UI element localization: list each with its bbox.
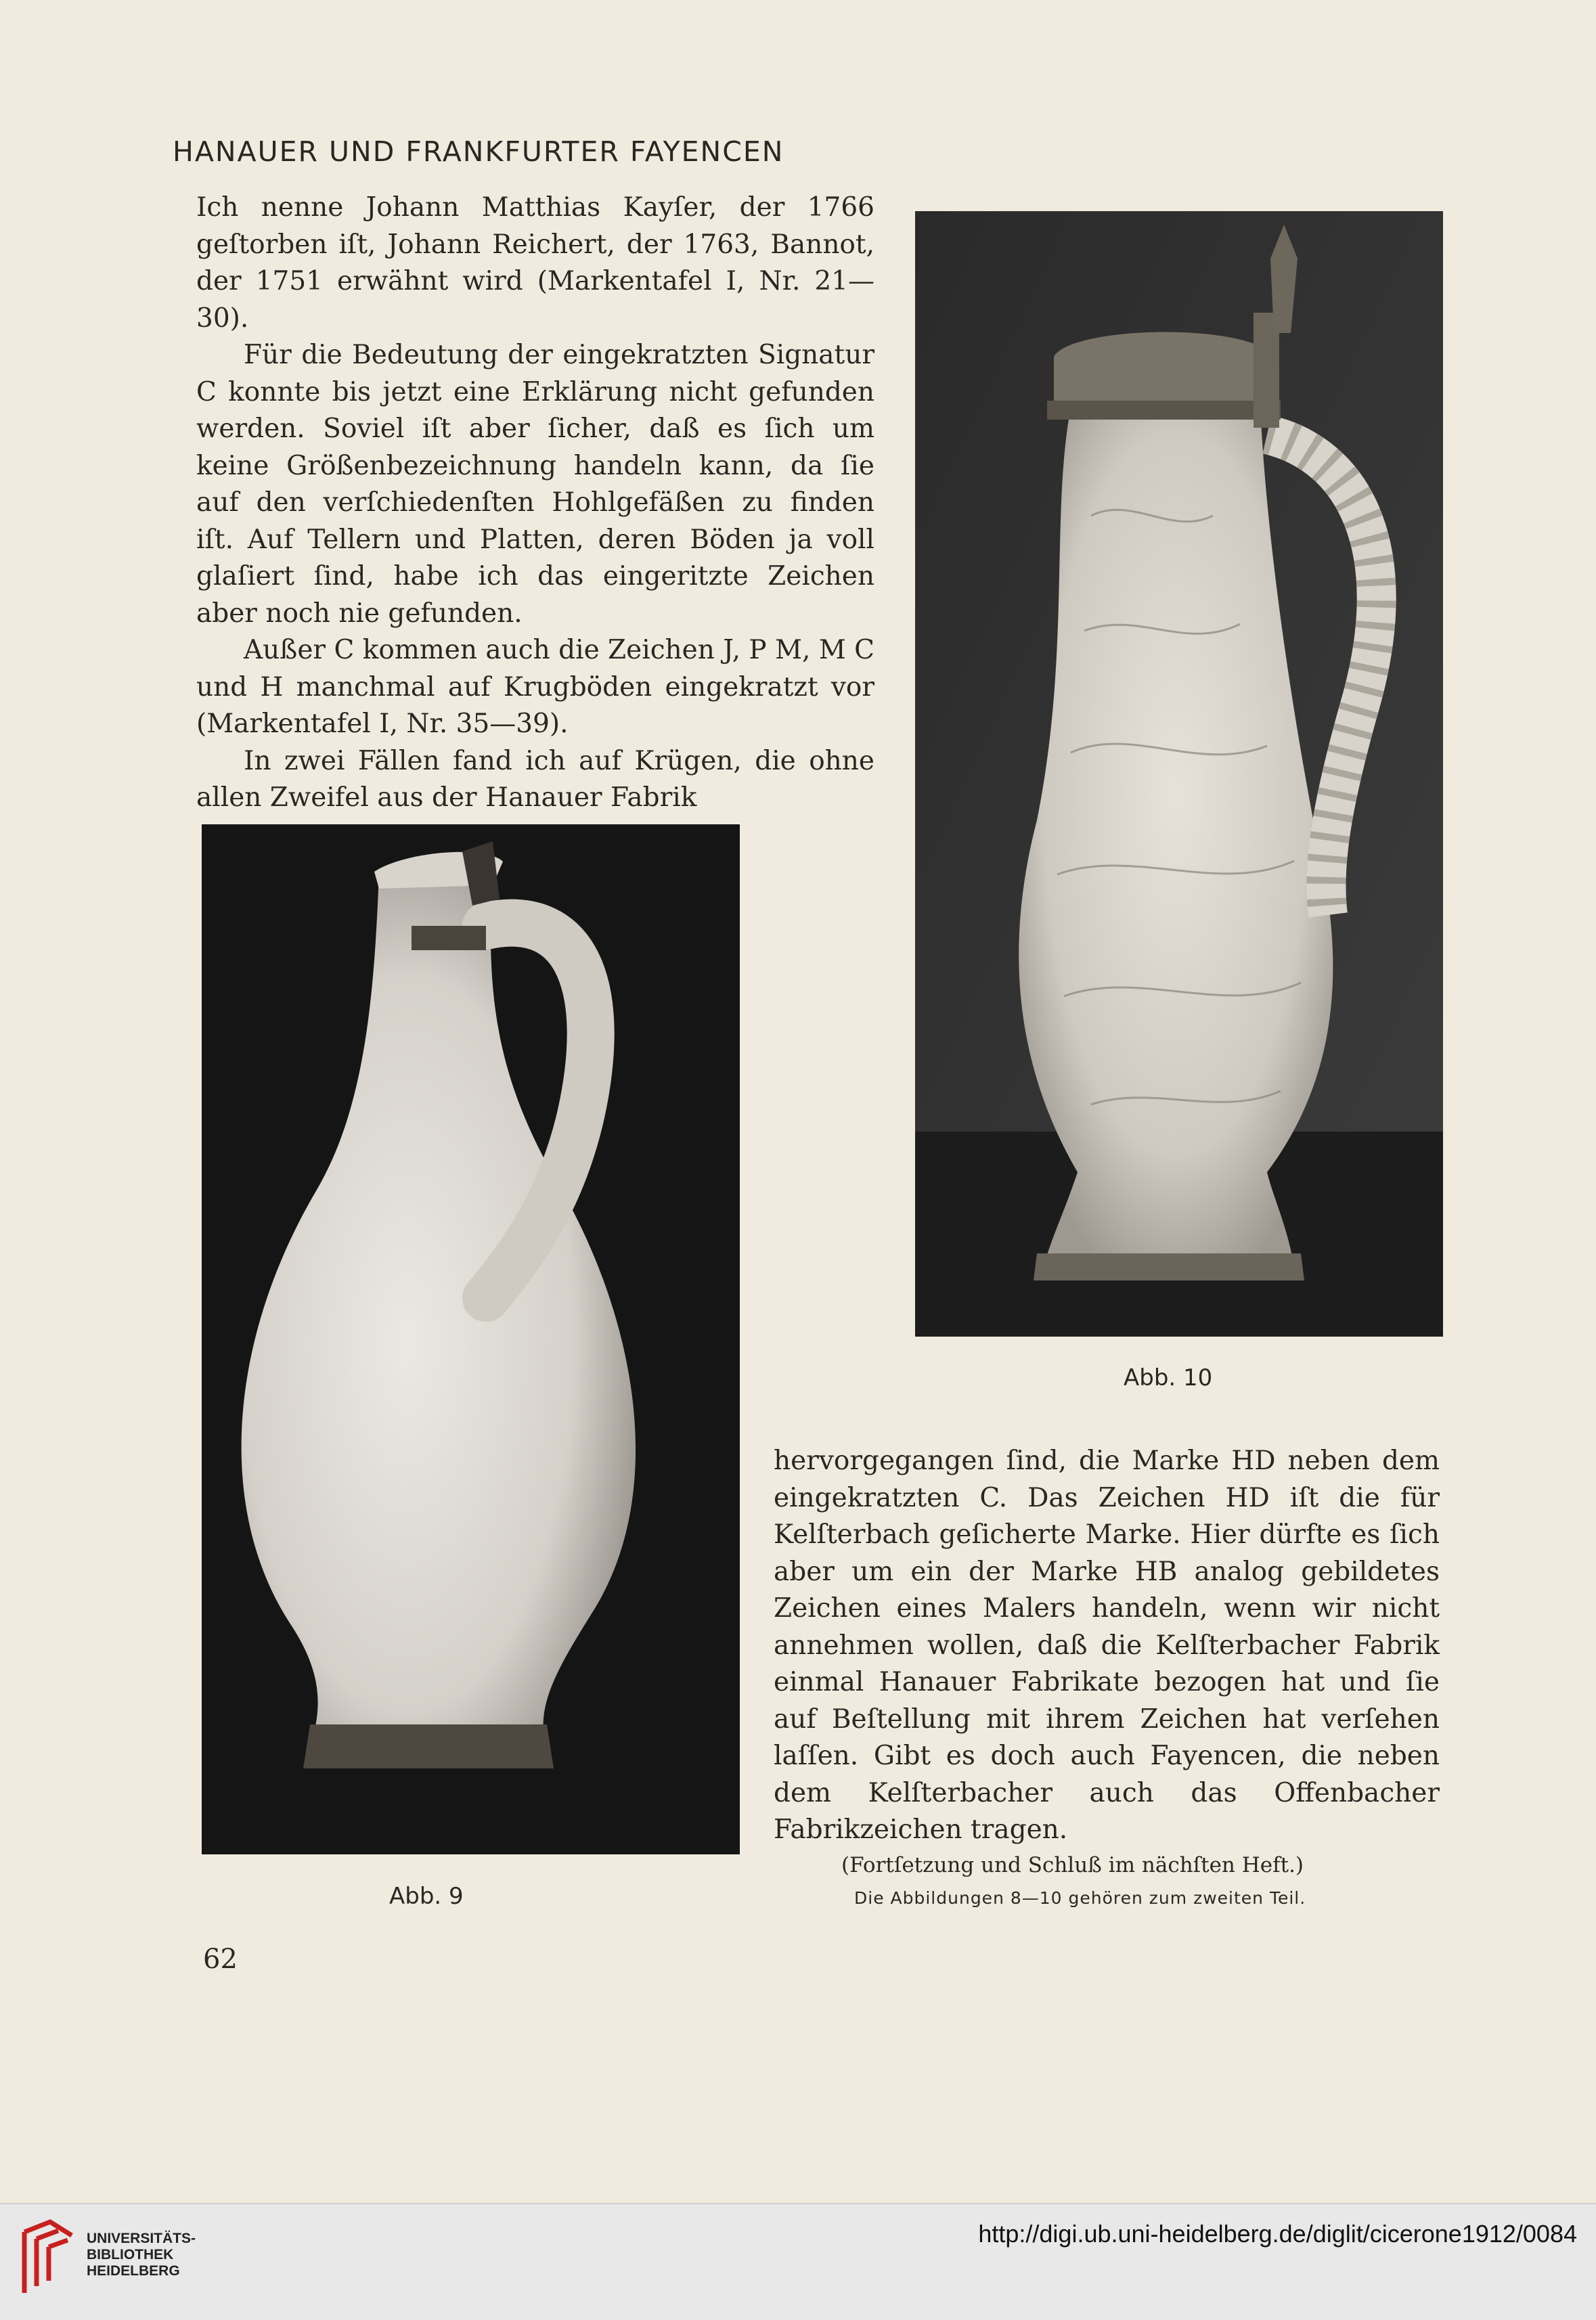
library-name-line1: UNIVERSITÄTS- (87, 2231, 196, 2246)
permalink-url[interactable]: http://digi.ub.uni-heidelberg.de/diglit/cicerone1912/0084 (978, 2220, 1577, 2248)
paragraph-2: Für die Bedeutung der eingekratzten Signatur C konnte bis jetzt eine Erklärung nicht gefunden werden. Soviel iſt aber ſicher, daß es ſich um keine Größenbezeichnung handeln kann, da ſie auf den verſchiedenſten Hohlgefäßen zu finden iſt. Auf Tellern und Platten, deren Böden ja voll glaſiert ſind, habe ich das eingeritzte Zeichen aber noch nie gefunden. (196, 340, 874, 629)
figure-footnote: Die Abbildungen 8—10 gehören zum zweiten Teil. (854, 1888, 1306, 1908)
paragraph-4: In zwei Fällen fand ich auf Krügen, die ohne allen Zweifel aus der Hanauer Fabrik (196, 745, 874, 813)
white-jug-image (202, 824, 740, 1854)
library-name-line2: BIBLIOTHEK (87, 2247, 174, 2262)
figure-abb9-photo (202, 824, 740, 1854)
paragraph-1: Ich nenne Johann Matthias Kayſer, der 1766 geſtorben iſt, Johann Reichert, der 1763, Bannot, der 1751 erwähnt wird (Markentafel I, Nr. 21—30). (196, 192, 874, 334)
figure-abb10-caption: Abb. 10 (1124, 1364, 1213, 1391)
continuation-note: (Fortſetzung und Schluß im nächſten Heft.) (841, 1853, 1304, 1877)
pewter-lidded-jug-image (915, 211, 1443, 1337)
figure-abb9-caption: Abb. 9 (389, 1883, 464, 1910)
paragraph-3: Außer C kommen auch die Zeichen J, P M, M C und H manchmal auf Krugböden eingekratzt vor (Markentafel I, Nr. 35—39). (196, 635, 874, 739)
library-name-line3: HEIDELBERG (87, 2263, 180, 2279)
figure-abb10-photo (915, 211, 1443, 1337)
left-text-column (196, 189, 874, 817)
paragraph-5: hervorgegangen ſind, die Marke HD neben dem eingekratzten C. Das Zeichen HD iſt die für Kelſterbach geſicherte Marke. Hier dürfte es ſich aber um ein der Marke HB analog gebildetes Zeichen eines Malers handeln, wenn wir nicht annehmen wollen, daß die Kelſterbacher Fabrik einmal Hanauer Fabrikate bezogen hat und ſie auf Beſtellung mit ihrem Zeichen hat verſehen laſſen. Gibt es doch auch Fayencen, die neben dem Kelſterbacher auch das Offenbacher Fabrikzeichen tragen. (774, 1446, 1440, 1845)
running-head: HANAUER UND FRANKFURTER FAYENCEN (173, 135, 784, 168)
library-logo-icon[interactable] (18, 2218, 76, 2300)
library-name (87, 2231, 196, 2279)
page-number: 62 (203, 1944, 238, 1975)
right-text-column (774, 1443, 1440, 1849)
